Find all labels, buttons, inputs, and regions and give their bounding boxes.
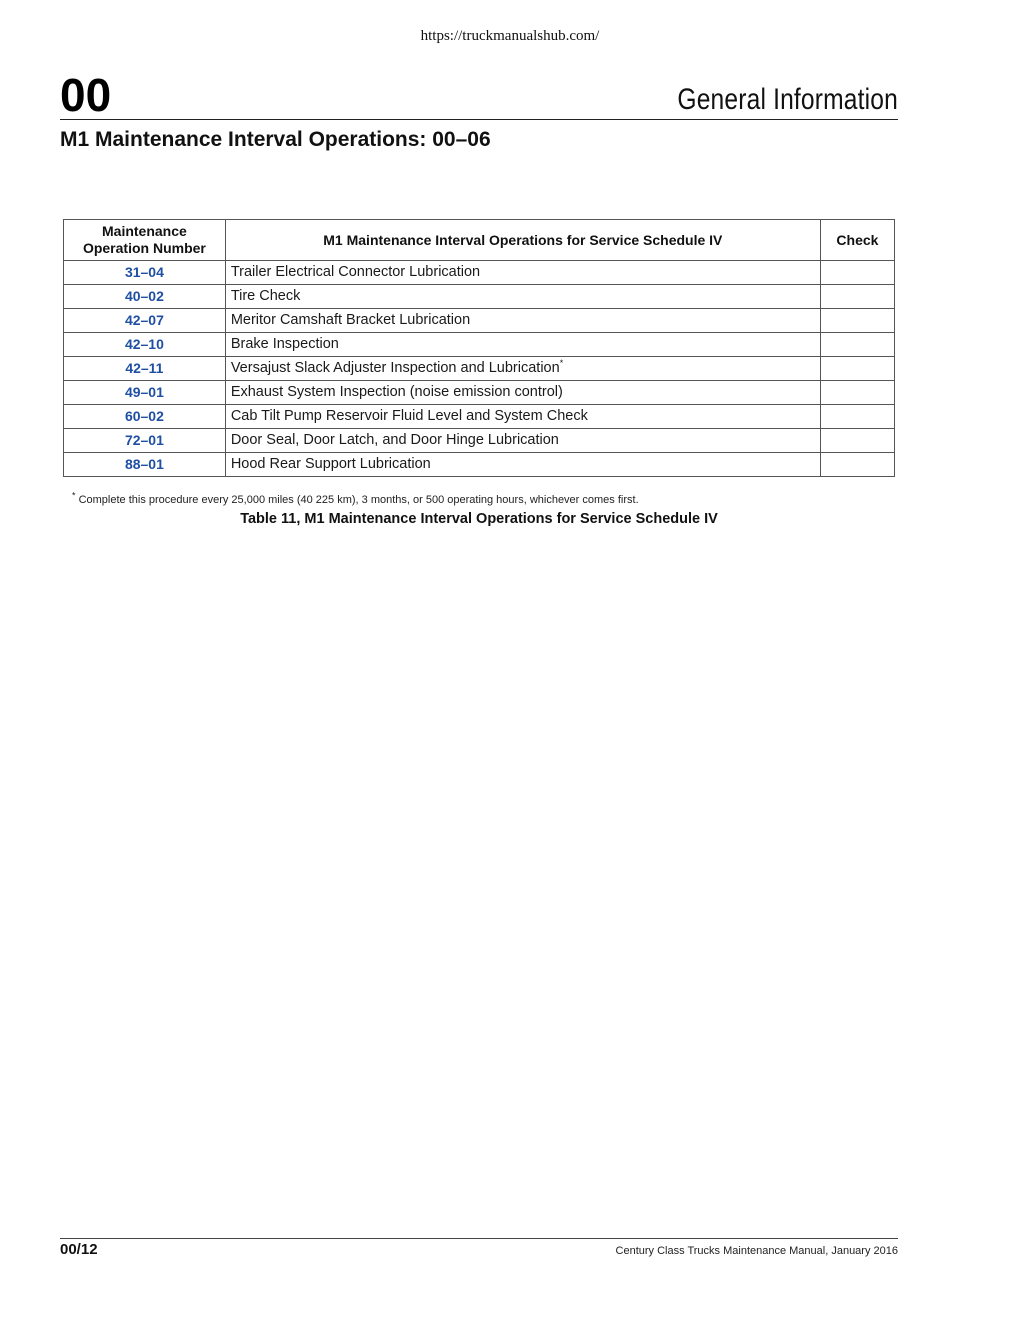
check-cell	[820, 309, 894, 333]
footnote-mark: *	[72, 490, 76, 501]
page-number: 00/12	[60, 1241, 98, 1258]
footnote-mark: *	[559, 358, 564, 369]
check-cell	[820, 453, 894, 477]
operation-description	[225, 381, 820, 405]
table-row	[64, 333, 895, 357]
header-operations: M1 Maintenance Interval Operations for Service Schedule IV	[225, 220, 820, 261]
table-row	[64, 261, 895, 285]
operation-description	[225, 285, 820, 309]
operation-number-link[interactable]: 88–01	[64, 453, 226, 477]
check-cell	[820, 381, 894, 405]
operation-description-text: Exhaust System Inspection (noise emission control)	[230, 384, 563, 400]
table-row	[64, 285, 895, 309]
check-cell	[820, 285, 894, 309]
source-url: https://truckmanualshub.com/	[420, 28, 600, 44]
operation-description	[225, 429, 820, 453]
operation-number-link[interactable]: 42–07	[64, 309, 226, 333]
header-divider	[60, 119, 898, 120]
operation-number-link[interactable]: 42–11	[64, 357, 226, 381]
operation-description-text: Meritor Camshaft Bracket Lubrication	[230, 312, 471, 328]
operation-number-link[interactable]: 42–10	[64, 333, 226, 357]
operation-number-link[interactable]: 49–01	[64, 381, 226, 405]
table-caption: Table 11, M1 Maintenance Interval Operations for Service Schedule IV	[240, 511, 718, 527]
operation-description	[225, 261, 820, 285]
operation-description-text: Tire Check	[230, 288, 301, 304]
table-footnote	[72, 490, 639, 507]
table-row	[64, 453, 895, 477]
check-cell	[820, 405, 894, 429]
check-cell	[820, 261, 894, 285]
operation-description	[225, 405, 820, 429]
table-row	[64, 381, 895, 405]
check-cell	[820, 333, 894, 357]
table-row	[64, 309, 895, 333]
table-header-row	[64, 220, 895, 261]
header-op-number: Maintenance Operation Number	[64, 220, 226, 261]
operation-description	[225, 333, 820, 357]
check-cell	[820, 357, 894, 381]
section-number: 00	[60, 69, 112, 121]
operation-number-link[interactable]: 60–02	[64, 405, 226, 429]
table-row	[64, 429, 895, 453]
table-row	[64, 405, 895, 429]
operation-description	[225, 357, 820, 381]
manual-title: Century Class Trucks Maintenance Manual, January 2016	[615, 1245, 898, 1257]
operation-description-text: Cab Tilt Pump Reservoir Fluid Level and System Check	[230, 408, 588, 424]
operation-description	[225, 309, 820, 333]
operation-description-text: Versajust Slack Adjuster Inspection and Lubrication	[230, 360, 560, 376]
footnote-text: Complete this procedure every 25,000 miles (40 225 km), 3 months, or 500 operating hours, whichever comes first.	[78, 494, 639, 506]
footer-divider	[60, 1238, 898, 1239]
check-cell	[820, 429, 894, 453]
operation-description-text: Door Seal, Door Latch, and Door Hinge Lubrication	[230, 432, 559, 448]
section-title: General Information	[677, 83, 898, 116]
page-heading: M1 Maintenance Interval Operations: 00–06	[60, 128, 491, 151]
operation-description-text: Trailer Electrical Connector Lubrication	[230, 264, 481, 280]
table-row	[64, 357, 895, 381]
operation-number-link[interactable]: 40–02	[64, 285, 226, 309]
maintenance-operations-table	[63, 219, 895, 477]
operation-description	[225, 453, 820, 477]
operation-number-link[interactable]: 72–01	[64, 429, 226, 453]
header-check: Check	[820, 220, 894, 261]
operation-description-text: Hood Rear Support Lubrication	[230, 456, 431, 472]
operation-description-text: Brake Inspection	[230, 336, 339, 352]
operation-number-link[interactable]: 31–04	[64, 261, 226, 285]
